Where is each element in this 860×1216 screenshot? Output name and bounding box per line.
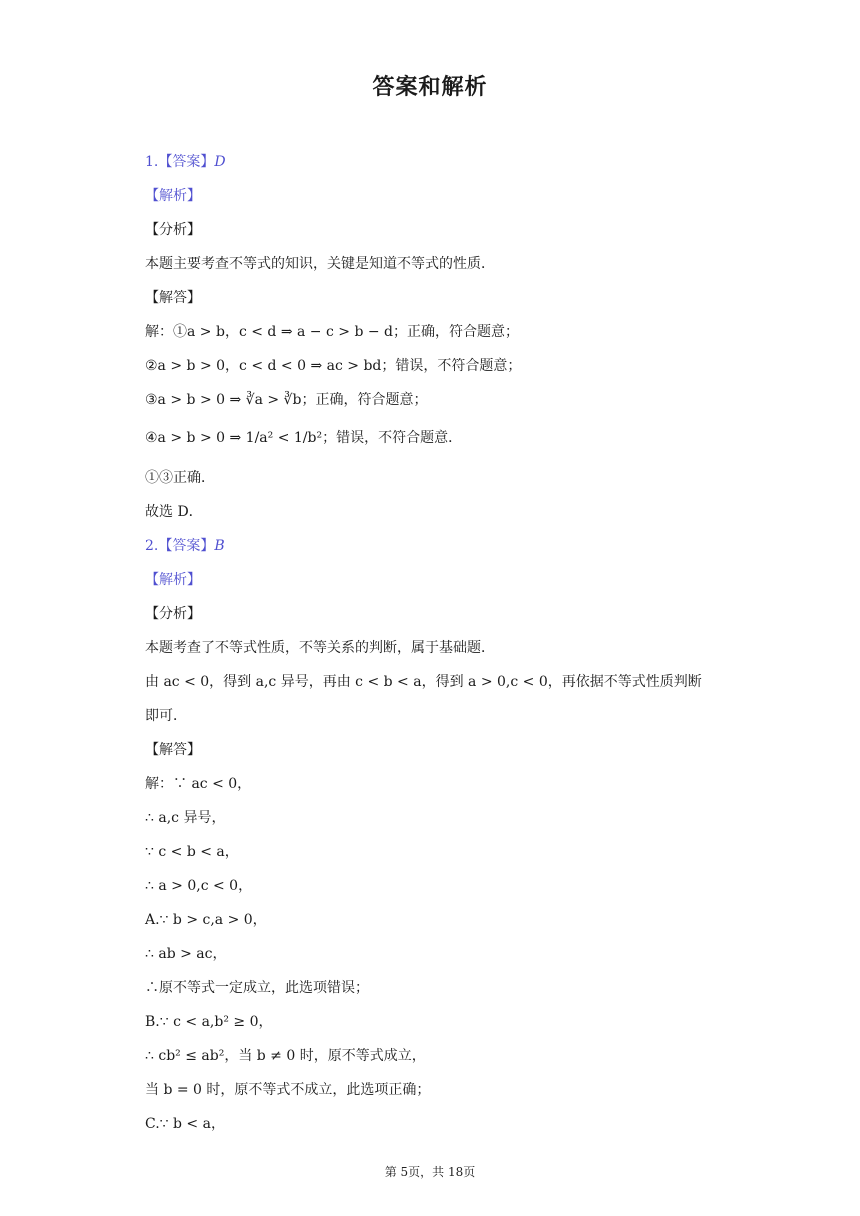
jieda-1-conclusion: ①③正确． [145,470,215,486]
answer-2-value: B [214,538,225,554]
fenxi-2-method-cont: 即可． [145,708,187,724]
jieda-1-step-1: 解：①a > b，c < d ⇒ a − c > b − d；正确，符合题意； [145,324,520,340]
jieda-2-step-4: ∴ a > 0,c < 0， [145,878,253,894]
fenxi-1-heading: 【分析】 [145,222,201,238]
analysis-2-heading: 【解析】 [145,572,201,588]
answer-2-label: 2.【答案】 [145,538,215,554]
jieda-1-step-3: ③a > b > 0 ⇒ ∛a > ∛b；正确，符合题意； [145,392,428,408]
jieda-2-step-7: ∴原不等式一定成立，此选项错误； [145,980,369,996]
fenxi-1-text: 本题主要考查不等式的知识，关键是知道不等式的性质． [145,256,495,272]
jieda-2-step-8: B.∵ c < a,b² ≥ 0， [145,1014,273,1030]
jieda-1-step-4: ④a > b > 0 ⇒ 1/a² < 1/b²；错误，不符合题意． [145,430,463,446]
analysis-1-heading: 【解析】 [145,188,201,204]
jieda-2-step-2: ∴ a,c 异号， [145,810,226,826]
answer-2-heading [145,536,225,556]
jieda-2-step-5: A.∵ b > c,a > 0， [145,912,267,928]
jieda-2-step-10: 当 b = 0 时，原不等式不成立，此选项正确； [145,1082,431,1098]
jieda-1-heading: 【解答】 [145,290,201,306]
answer-1-heading [145,152,226,172]
jieda-2-step-9: ∴ cb² ≤ ab²，当 b ≠ 0 时，原不等式成立， [145,1048,426,1064]
page-title: 答案和解析 [372,75,488,100]
page-footer: 第 5页，共 18页 [384,1165,476,1179]
fenxi-2-heading: 【分析】 [145,606,201,622]
jieda-1-step-2: ②a > b > 0，c < d < 0 ⇒ ac > bd；错误，不符合题意； [145,358,522,374]
answer-1-value: D [214,154,226,170]
jieda-2-step-11: C.∵ b < a， [145,1116,225,1132]
fenxi-2-method: 由 ac < 0，得到 a,c 异号，再由 c < b < a，得到 a > 0,c < 0，再依据不等式性质判断 [145,674,702,690]
jieda-2-heading: 【解答】 [145,742,201,758]
jieda-1-choice: 故选 D． [145,504,203,520]
jieda-2-step-6: ∴ ab > ac， [145,946,227,962]
fenxi-2-text: 本题考查了不等式性质，不等关系的判断，属于基础题． [145,640,495,656]
jieda-2-step-3: ∵ c < b < a， [145,844,239,860]
answer-1-label: 1.【答案】 [145,154,215,170]
jieda-2-step-1: 解：∵ ac < 0， [145,776,252,792]
